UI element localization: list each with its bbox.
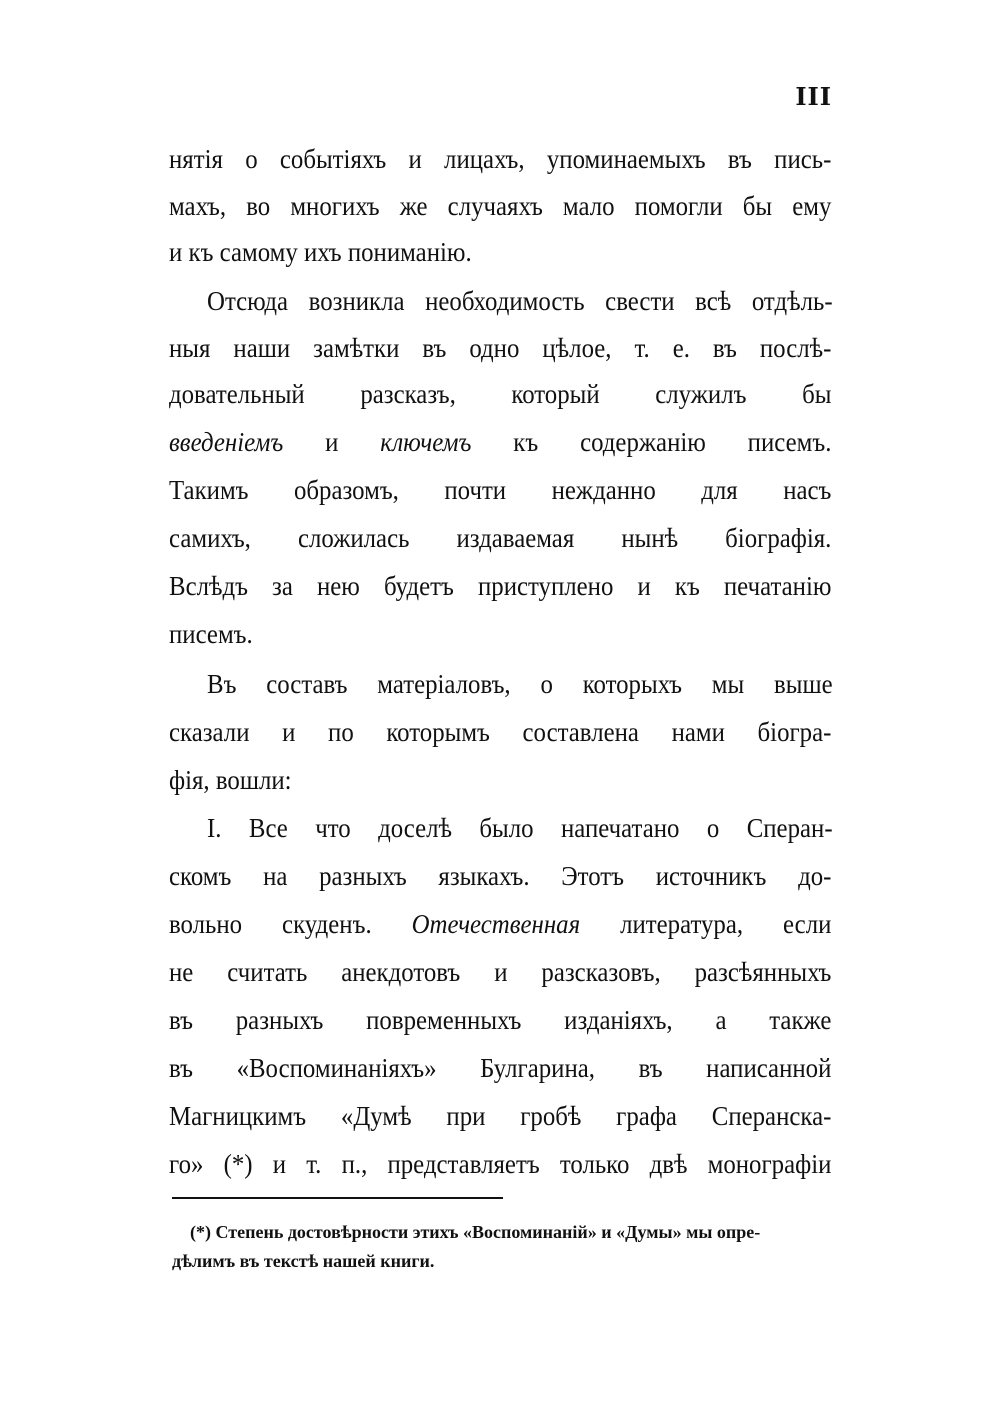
text-line: введеніемъ и ключемъ къ содержанію писемъ. xyxy=(169,427,832,457)
footnote-line: дѣлимъ въ текстѣ нашей книги. xyxy=(172,1251,435,1271)
text-line: самихъ, сложилась издаваемая нынѣ біографія. xyxy=(169,523,832,553)
page-number: III xyxy=(795,82,832,111)
footnote-line: (*) Степень достовѣрности этихъ «Воспоминаній» и «Думы» мы опре- xyxy=(190,1222,761,1242)
text-line: ныя наши замѣтки въ одно цѣлое, т. е. въ послѣ- xyxy=(169,333,832,363)
text-line: вольно скуденъ. Отечественная литература, если xyxy=(169,909,832,939)
text-line: Вслѣдъ за нею будетъ приступлено и къ печатанію xyxy=(169,571,832,601)
text-line: го» (*) и т. п., представляетъ только двѣ монографіи xyxy=(169,1149,832,1179)
text-line: въ «Воспоминаніяхъ» Булгарина, въ написанной xyxy=(169,1053,832,1083)
italic-word: введеніемъ xyxy=(169,427,284,457)
text-line: махъ, во многихъ же случаяхъ мало помогли бы ему xyxy=(169,191,832,221)
text-line: въ разныхъ повременныхъ изданіяхъ, а также xyxy=(169,1005,832,1035)
italic-word: ключемъ xyxy=(380,427,472,457)
text-line: I. Все что доселѣ было напечатано о Сперан- xyxy=(207,813,833,843)
italic-word: Отечественная xyxy=(411,909,581,939)
text-line: фія, вошли: xyxy=(169,765,292,795)
footnote-divider xyxy=(172,1197,503,1199)
text-line: и къ самому ихъ пониманію. xyxy=(169,237,472,267)
text-line: писемъ. xyxy=(169,619,253,649)
text-line: Отсюда возникла необходимость свести всѣ отдѣль- xyxy=(207,286,833,316)
text-line: Магницкимъ «Думѣ при гробѣ графа Сперанска- xyxy=(169,1101,832,1131)
text-line: Въ составъ матеріаловъ, о которыхъ мы выше xyxy=(207,669,833,699)
text-line: не считать анекдотовъ и разсказовъ, разсѣянныхъ xyxy=(169,957,832,987)
text-line: нятія о событіяхъ и лицахъ, упоминаемыхъ въ пись- xyxy=(169,144,832,174)
text-line: довательный разсказъ, который служилъ бы xyxy=(169,379,832,409)
text-line: скомъ на разныхъ языкахъ. Этотъ источникъ до- xyxy=(169,861,832,891)
text-line: Такимъ образомъ, почти нежданно для насъ xyxy=(169,475,832,505)
text-line: сказали и по которымъ составлена нами біогра- xyxy=(169,717,832,747)
